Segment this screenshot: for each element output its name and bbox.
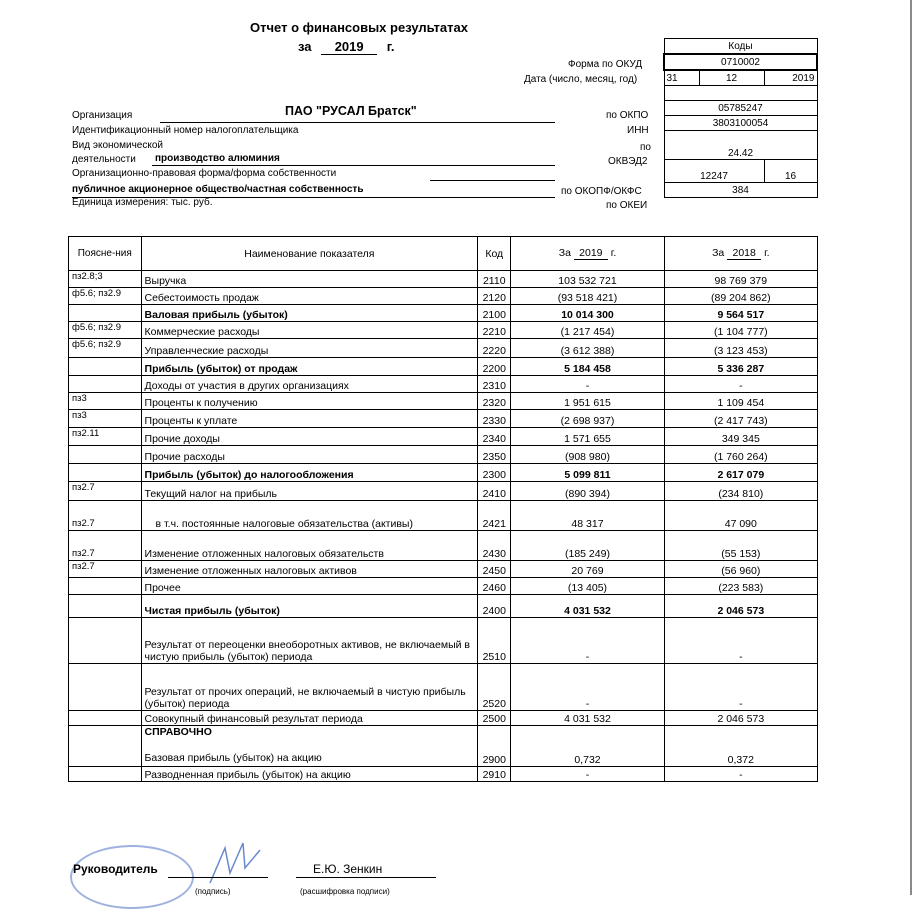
head-name: Е.Ю. Зенкин (313, 862, 383, 876)
row-previous-value: 349 345 (664, 428, 817, 446)
okei-value: 384 (664, 183, 817, 198)
row-name: Чистая прибыль (убыток) (141, 595, 478, 618)
table-row (69, 578, 818, 595)
table-row (69, 711, 818, 726)
table-row (69, 428, 818, 446)
date-day: 31 (664, 70, 699, 86)
legal-form-value: публичное акционерное общество/частная собственность (72, 184, 364, 195)
activity-label-2: деятельности (72, 154, 136, 165)
row-name: Результат от переоценки внеоборотных активов, не включаемый в чистую прибыль (убыток) периода (141, 618, 478, 664)
col-previous-header (664, 237, 817, 271)
okpo-value: 05785247 (664, 101, 817, 116)
date-month: 12 (699, 70, 764, 86)
table-row (69, 726, 818, 767)
row-name: Валовая прибыль (убыток) (141, 305, 478, 322)
row-code: 2450 (478, 561, 511, 578)
col-code-header: Код (478, 237, 511, 271)
okopf-value: 12247 (664, 160, 764, 183)
row-code: 2300 (478, 464, 511, 482)
row-name: Прибыль (убыток) от продаж (141, 358, 478, 376)
row-code: 2520 (478, 664, 511, 711)
table-row (69, 482, 818, 501)
row-current-value: (3 612 388) (511, 339, 664, 358)
table-row (69, 767, 818, 782)
row-current-value: - (511, 767, 664, 782)
codes-box (663, 38, 818, 198)
decoding-caption: (расшифровка подписи) (300, 887, 390, 896)
okved-label: ОКВЭД2 (608, 156, 648, 167)
row-note (69, 767, 142, 782)
row-name: в т.ч. постоянные налоговые обязательства (активы) (141, 501, 478, 531)
report-period (298, 39, 395, 55)
row-note (69, 664, 142, 711)
row-current-value: (93 518 421) (511, 288, 664, 305)
row-current-value: - (511, 376, 664, 393)
report-title: Отчет о финансовых результатах (250, 20, 468, 35)
row-code: 2500 (478, 711, 511, 726)
row-name: Текущий налог на прибыль (141, 482, 478, 501)
row-previous-value: 5 336 287 (664, 358, 817, 376)
row-name: Проценты к получению (141, 393, 478, 410)
row-current-value: (13 405) (511, 578, 664, 595)
row-name-text: Базовая прибыль (убыток) на акцию (144, 752, 322, 764)
row-code: 2340 (478, 428, 511, 446)
activity-label-1: Вид экономической (72, 140, 163, 151)
row-previous-value: 47 090 (664, 501, 817, 531)
row-note: пз3 (69, 410, 142, 428)
row-code: 2200 (478, 358, 511, 376)
row-note: ф5.6; пз2.9 (69, 288, 142, 305)
row-previous-value: (1 104 777) (664, 322, 817, 339)
row-previous-value: 0,372 (664, 726, 817, 767)
row-current-value: (2 698 937) (511, 410, 664, 428)
table-row (69, 410, 818, 428)
row-previous-value: (55 153) (664, 531, 817, 561)
row-code: 2320 (478, 393, 511, 410)
row-code: 2421 (478, 501, 511, 531)
row-name (141, 726, 478, 767)
okpo-label: по ОКПО (606, 110, 649, 121)
row-note (69, 711, 142, 726)
row-code: 2400 (478, 595, 511, 618)
row-current-value: 5 184 458 (511, 358, 664, 376)
row-name: Коммерческие расходы (141, 322, 478, 339)
row-name: Изменение отложенных налоговых обязательств (141, 531, 478, 561)
okud-label: Форма по ОКУД (568, 59, 643, 70)
col-notes-header: Поясне-ния (69, 237, 142, 271)
row-note: ф5.6; пз2.9 (69, 339, 142, 358)
row-previous-value: - (664, 618, 817, 664)
row-current-value: 10 014 300 (511, 305, 664, 322)
row-current-value: 48 317 (511, 501, 664, 531)
report-year: 2019 (321, 39, 377, 55)
row-note: пз3 (69, 393, 142, 410)
row-previous-value: - (664, 767, 817, 782)
row-note: пз2.7 (69, 501, 142, 531)
row-previous-value: - (664, 664, 817, 711)
row-current-value: - (511, 664, 664, 711)
row-previous-value: (56 960) (664, 561, 817, 578)
row-code: 2460 (478, 578, 511, 595)
row-name: Результат от прочих операций, не включаемый в чистую прибыль (убыток) периода (141, 664, 478, 711)
table-row (69, 393, 818, 410)
date-year: 2019 (764, 70, 817, 86)
table-row (69, 561, 818, 578)
row-note: пз2.8;3 (69, 271, 142, 288)
row-code: 2350 (478, 446, 511, 464)
prev-prefix: За (712, 247, 725, 259)
head-label: Руководитель (73, 862, 158, 876)
table-row (69, 305, 818, 322)
inn-value: 3803100054 (664, 116, 817, 131)
prev-suffix: г. (764, 247, 770, 259)
row-note: пз2.7 (69, 531, 142, 561)
okved-value: 24.42 (664, 131, 817, 160)
row-previous-value: (2 417 743) (664, 410, 817, 428)
table-row (69, 664, 818, 711)
period-suffix: г. (386, 39, 395, 54)
org-label: Организация (72, 110, 133, 121)
row-previous-value: (1 760 264) (664, 446, 817, 464)
table-row (69, 618, 818, 664)
table-row (69, 322, 818, 339)
row-previous-value: 9 564 517 (664, 305, 817, 322)
row-code: 2910 (478, 767, 511, 782)
row-current-value: (890 394) (511, 482, 664, 501)
date-label: Дата (число, месяц, год) (524, 74, 638, 85)
row-current-value: 1 951 615 (511, 393, 664, 410)
row-previous-value: 2 046 573 (664, 595, 817, 618)
row-name: Выручка (141, 271, 478, 288)
row-name: Совокупный финансовый результат периода (141, 711, 478, 726)
cur-year: 2019 (574, 247, 608, 260)
row-previous-value: (89 204 862) (664, 288, 817, 305)
row-code: 2900 (478, 726, 511, 767)
decoding-line (296, 876, 436, 878)
row-name: Прочие расходы (141, 446, 478, 464)
okved-label-top: по (640, 142, 651, 153)
row-note (69, 305, 142, 322)
row-note (69, 376, 142, 393)
row-note (69, 618, 142, 664)
row-code: 2210 (478, 322, 511, 339)
legal-form-label: Организационно-правовая форма/форма собственности (72, 168, 337, 179)
row-name: Управленческие расходы (141, 339, 478, 358)
row-code: 2220 (478, 339, 511, 358)
cur-prefix: За (558, 247, 571, 259)
signature-caption: (подпись) (195, 887, 231, 896)
prev-year: 2018 (727, 247, 761, 260)
codes-blank-row (664, 86, 817, 101)
row-code: 2110 (478, 271, 511, 288)
row-code: 2410 (478, 482, 511, 501)
row-previous-value: (234 810) (664, 482, 817, 501)
row-previous-value: 2 046 573 (664, 711, 817, 726)
signature-line (168, 876, 268, 878)
inn-code-label: ИНН (627, 125, 649, 136)
table-header-row (69, 237, 818, 271)
row-previous-value: (223 583) (664, 578, 817, 595)
row-note: ф5.6; пз2.9 (69, 322, 142, 339)
period-prefix: за (298, 39, 312, 54)
row-note (69, 595, 142, 618)
row-code: 2330 (478, 410, 511, 428)
row-code: 2100 (478, 305, 511, 322)
okopf-label: по ОКОПФ/ОКФС (561, 186, 642, 197)
table-row (69, 501, 818, 531)
table-row (69, 376, 818, 393)
row-note: пз2.7 (69, 561, 142, 578)
row-note (69, 358, 142, 376)
row-code: 2510 (478, 618, 511, 664)
reference-heading: СПРАВОЧНО (144, 726, 212, 738)
table-row (69, 531, 818, 561)
row-code: 2120 (478, 288, 511, 305)
cur-suffix: г. (610, 247, 617, 259)
row-previous-value: (3 123 453) (664, 339, 817, 358)
row-current-value: (1 217 454) (511, 322, 664, 339)
table-row (69, 358, 818, 376)
legal-form-line-short (430, 168, 555, 181)
row-name: Изменение отложенных налоговых активов (141, 561, 478, 578)
row-name: Прочее (141, 578, 478, 595)
row-current-value: 103 532 721 (511, 271, 664, 288)
row-code: 2430 (478, 531, 511, 561)
row-previous-value: 98 769 379 (664, 271, 817, 288)
row-current-value: 0,732 (511, 726, 664, 767)
row-name: Прочие доходы (141, 428, 478, 446)
row-note: пз2.7 (69, 482, 142, 501)
row-current-value: - (511, 618, 664, 664)
row-name: Доходы от участия в других организациях (141, 376, 478, 393)
codes-title: Коды (664, 39, 817, 55)
table-row (69, 288, 818, 305)
financial-results-table (68, 236, 818, 782)
row-current-value: 5 099 811 (511, 464, 664, 482)
row-note (69, 446, 142, 464)
activity-value: производство алюминия (155, 153, 280, 164)
table-row (69, 595, 818, 618)
inn-label: Идентификационный номер налогоплательщика (72, 125, 299, 136)
row-name: Прибыль (убыток) до налогообложения (141, 464, 478, 482)
row-name: Разводненная прибыль (убыток) на акцию (141, 767, 478, 782)
row-note (69, 464, 142, 482)
row-note (69, 578, 142, 595)
okfs-value: 16 (764, 160, 817, 183)
row-current-value: (185 249) (511, 531, 664, 561)
handwritten-signature (205, 838, 265, 888)
unit-label: Единица измерения: тыс. руб. (72, 197, 213, 208)
row-current-value: 4 031 532 (511, 711, 664, 726)
row-previous-value: - (664, 376, 817, 393)
row-previous-value: 1 109 454 (664, 393, 817, 410)
row-code: 2310 (478, 376, 511, 393)
row-current-value: 20 769 (511, 561, 664, 578)
okud-value: 0710002 (664, 54, 817, 70)
table-row (69, 271, 818, 288)
row-current-value: (908 980) (511, 446, 664, 464)
row-name: Себестоимость продаж (141, 288, 478, 305)
table-row (69, 464, 818, 482)
col-current-header (511, 237, 664, 271)
row-current-value: 1 571 655 (511, 428, 664, 446)
row-previous-value: 2 617 079 (664, 464, 817, 482)
row-note (69, 726, 142, 767)
table-row (69, 339, 818, 358)
row-note: пз2.11 (69, 428, 142, 446)
okei-label: по ОКЕИ (606, 200, 648, 211)
col-name-header: Наименование показателя (141, 237, 478, 271)
table-row (69, 446, 818, 464)
org-name: ПАО "РУСАЛ Братск" (285, 104, 417, 118)
row-name: Проценты к уплате (141, 410, 478, 428)
row-current-value: 4 031 532 (511, 595, 664, 618)
